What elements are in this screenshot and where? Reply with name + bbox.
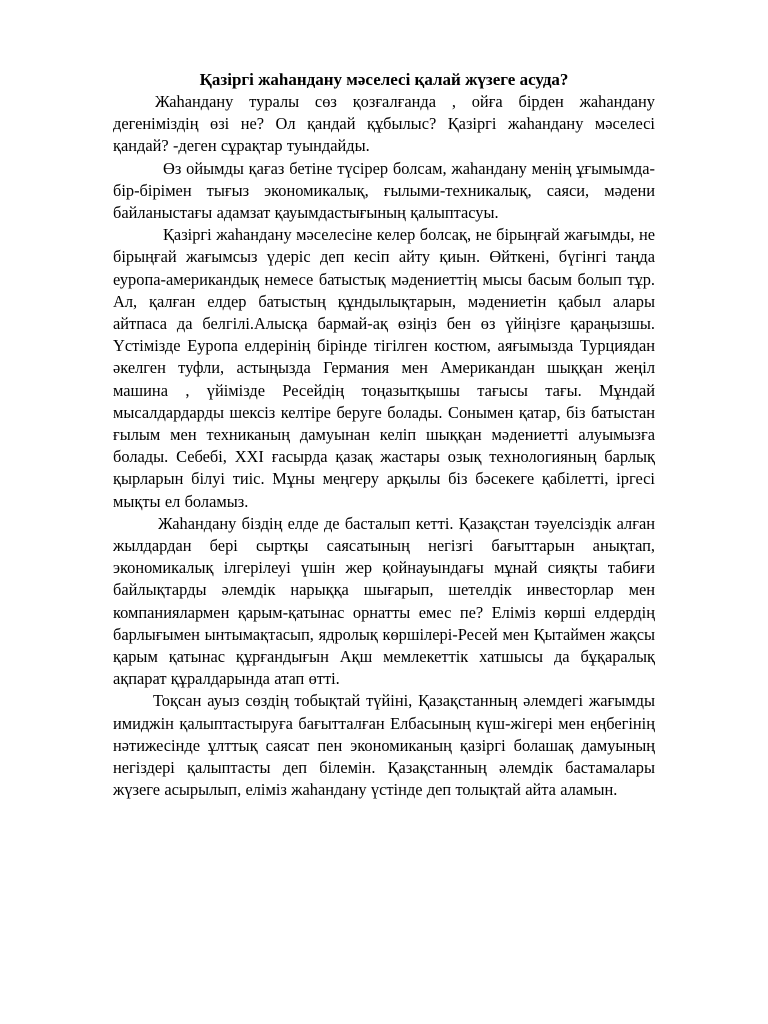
paragraph-5: Тоқсан ауыз сөздің тобықтай түйіні, Қазақстанның әлемдегі жағымды имиджін қалыптастыруға бағытталған Елбасының күш-жігері мен еңбегінің нәтижесінде ұлттық саясат пен экономиканың қазіргі болашақ дамуының негіздері қалыптасты деп білемін. Қазақстанның әлемдік бастамалары жүзеге асырылып, еліміз жаһандану үстінде деп толықтай айта аламын. [113, 691, 655, 800]
paragraph-1: Жаһандану туралы сөз қозғалғанда , ойға бірден жаһандану дегеніміздің өзі не? Ол қандай құбылыс? Қазіргі жаһандану мәселесі қандай? -деген сұрақтар туындайды. [113, 92, 655, 156]
document-title: Қазіргі жаһандану мәселесі қалай жүзеге асуда? [199, 70, 569, 89]
paragraph-3: Қазіргі жаһандану мәселесіне келер болсақ, не бірыңғай жағымды, не бірыңғай жағымсыз үдеріс деп кесіп айту қиын. Өйткені, бүгінгі таңда еуропа-американдық немесе батыстық мәдениеттің мысы басым болып тұр. Ал, қалған елдер батыстың құндылықтарын, мәдениетін қабыл алары айтпаса да белгілі.Алысқа бармай-ақ өзіңіз бен өз үйіңізге қараңызшы. Үстімізде Еуропа елдерінің бірінде тігілген костюм, аяғымызда Турциядан әкелген туфли, астыңызда Германия мен Американдан шыққан жеңіл машина , үйімізде Ресейдің тоңазытқышы тағысы тағы. Мұндай мысалдардарды шексіз келтіре беруге болады. Сонымен қатар, біз батыстан ғылым мен техниканың дамуынан келіп шыққан мәдениетті алуымызға болады. Себебі, XXI ғасырда қазақ жастары озық технологияның барлық қырларын білуі тиіс. Мұны меңгеру арқылы біз бәсекеге қабілетті, іргесі мықты ел боламыз. [113, 225, 655, 511]
paragraph-2: Өз ойымды қағаз бетіне түсірер болсам, жаһандану менің ұғымымда-бір-бірімен тығыз экономикалық, ғылыми-техникалық, саяси, мәдени байланыстағы адамзат қауымдастығының қалыптасуы. [113, 158, 655, 223]
paragraph-4: Жаһандану біздің елде де басталып кетті. Қазақстан тәуелсіздік алған жылдардан бері сыртқы саясатының негізгі бағыттарын анықтап, экономикалық ілгерілеуі үшін жер қойнауындағы мұнай сияқты табиғи байлықтарды әлемдік нарыққа шығарып, шетелдік инвесторлар мен компаниялармен қарым-қатынас орнатты емес пе? Еліміз көрші елдердің барлығымен ынтымақтасып, ядролық көршілері-Ресей мен Қытаймен жақсы қарым қатынас құрғандығын Ақш мемлекеттік хатшысы да бұқаралық ақпарат құралдарында атап өтті. [113, 513, 655, 689]
